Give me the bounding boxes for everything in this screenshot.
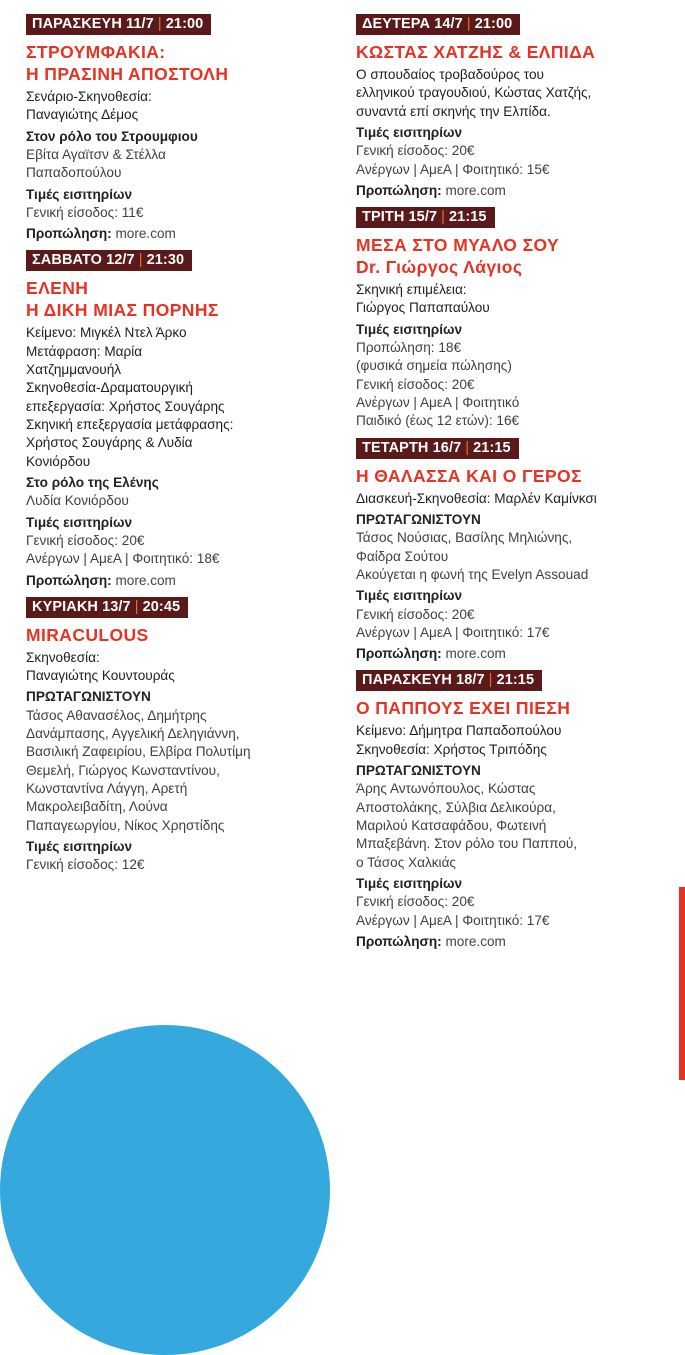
- event-title: MIRACULOUS: [26, 624, 149, 645]
- info-line: συναντά επί σκηνής την Ελπίδα.: [356, 103, 551, 119]
- info-line: Γενική είσοδος: 20€: [26, 533, 145, 549]
- info-label: Τιμές εισιτηρίων: [26, 186, 133, 202]
- event-time: 21:00: [165, 16, 204, 32]
- event-date: ΤΕΤΑΡΤΗ 16/7: [362, 439, 462, 456]
- event-date: ΠΑΡΑΣΚΕΥΗ 11/7: [32, 16, 154, 32]
- info-line: Σκηνική επιμέλεια:: [356, 281, 467, 297]
- info-block: [26, 88, 336, 125]
- info-block: [356, 66, 676, 121]
- presale-line: [356, 181, 676, 200]
- event-titles: [356, 41, 676, 63]
- event-title: ΚΩΣΤΑΣ ΧΑΤΖΗΣ & ΕΛΠΙΔΑ: [356, 42, 596, 62]
- separator-glyph: |: [138, 252, 143, 269]
- info-line: Ανέργων | ΑμεΑ | Φοιτητικό: 17€: [356, 625, 550, 641]
- event-time: 21:00: [474, 16, 513, 32]
- info-block: [356, 511, 676, 584]
- presale-value: more.com: [115, 572, 176, 588]
- info-line: Γενική είσοδος: 12€: [26, 857, 145, 873]
- decorative-circle: [0, 1025, 330, 1355]
- event-listing: [356, 14, 676, 200]
- info-label: Τιμές εισιτηρίων: [356, 124, 463, 140]
- info-line: Χατζημμανουήλ: [26, 362, 122, 378]
- info-block: [26, 186, 336, 223]
- separator-glyph: |: [488, 672, 493, 689]
- info-line: Ακούγεται η φωνή της Evelyn Assouad: [356, 566, 589, 582]
- event-date: ΣΑΒΒΑΤΟ 12/7: [32, 252, 135, 269]
- event-time: 21:15: [473, 439, 511, 456]
- date-time-bar: [356, 14, 520, 35]
- presale-label: Προπώληση:: [356, 182, 442, 198]
- info-block: [356, 762, 676, 872]
- event-titles: [356, 465, 676, 487]
- presale-label: Προπώληση:: [356, 934, 442, 950]
- info-line: Σκηνοθεσία:: [26, 649, 100, 665]
- info-label: Τιμές εισιτηρίων: [356, 875, 463, 891]
- info-block: [26, 324, 336, 470]
- event-date: ΤΡΙΤΗ 15/7: [362, 208, 438, 225]
- info-label: Στον ρόλο του Στρουμφιου: [26, 128, 198, 144]
- event-title: ΕΛΕΝΗ: [26, 278, 89, 299]
- event-date: ΠΑΡΑΣΚΕΥΗ 18/7: [362, 672, 485, 689]
- event-titles: [26, 41, 336, 85]
- presale-line: [26, 224, 336, 243]
- info-block: [26, 514, 336, 569]
- info-line: Χρήστος Σουγάρης & Λυδία: [26, 435, 193, 451]
- event-title: Η ΔΙΚΗ ΜΙΑΣ ΠΟΡΝΗΣ: [26, 300, 219, 321]
- event-time: 20:45: [142, 598, 181, 615]
- event-title: Ο ΠΑΠΠΟΥΣ ΕΧΕΙ ΠΙΕΣΗ: [356, 698, 571, 719]
- date-time-bar: [356, 670, 542, 691]
- info-line: Γενική είσοδος: 20€: [356, 606, 475, 622]
- event-listing: [356, 207, 676, 431]
- presale-value: more.com: [445, 934, 506, 950]
- date-time-bar: [26, 597, 188, 618]
- info-label: Τιμές εισιτηρίων: [356, 588, 463, 604]
- presale-value: more.com: [445, 646, 506, 662]
- info-line: Μπαξεβάνη. Στον ρόλο του Παππού,: [356, 836, 578, 852]
- date-time-bar: [26, 250, 192, 271]
- info-line: Άρης Αντωνόπουλος, Κώστας: [356, 781, 536, 797]
- info-line: Παιδικό (έως 12 ετών): 16€: [356, 413, 520, 429]
- info-line: Σκηνική επεξεργασία μετάφρασης:: [26, 416, 234, 432]
- info-block: [26, 838, 336, 875]
- info-line: Φαίδρα Σούτου: [356, 548, 449, 564]
- info-line: ελληνικού τραγουδιού, Κώστας Χατζής,: [356, 85, 592, 101]
- event-title: Dr. Γιώργος Λάγιος: [356, 256, 523, 277]
- left-column: [26, 14, 336, 882]
- separator-glyph: |: [157, 16, 162, 32]
- info-line: Λυδία Κονιόρδου: [26, 493, 129, 509]
- info-label: ΠΡΩΤΑΓΩΝΙΣΤΟΥΝ: [356, 511, 481, 527]
- info-line: Ανέργων | ΑμεΑ | Φοιτητικό: 15€: [356, 161, 550, 177]
- presale-line: [356, 644, 676, 663]
- info-line: Σκηνοθεσία-Δραματουργική: [26, 380, 193, 396]
- info-line: Ο σπουδαίος τροβαδούρος του: [356, 67, 544, 82]
- date-time-bar: [356, 438, 519, 459]
- info-line: Ανέργων | ΑμεΑ | Φοιτητικό: 17€: [356, 912, 550, 928]
- event-time: 21:30: [146, 252, 185, 269]
- event-title: Η ΘΑΛΑΣΣΑ ΚΑΙ Ο ΓΕΡΟΣ: [356, 465, 582, 486]
- info-line: Γιώργος Παπαπαύλου: [356, 300, 490, 316]
- info-line: Κείμενο: Δήμητρα Παπαδοπούλου: [356, 723, 562, 739]
- separator-glyph: |: [466, 16, 471, 32]
- info-block: [356, 124, 676, 179]
- info-label: Τιμές εισιτηρίων: [26, 838, 133, 854]
- event-title: ΣΤΡΟΥΜΦΑΚΙΑ:: [26, 42, 166, 62]
- info-block: [356, 321, 676, 431]
- right-column: [356, 14, 676, 958]
- info-block: [356, 490, 676, 508]
- info-block: [356, 281, 676, 318]
- info-label: Στο ρόλο της Ελένης: [26, 474, 159, 490]
- info-line: Μακρολειβαδίτη, Λούνα: [26, 799, 168, 815]
- presale-value: more.com: [115, 226, 176, 242]
- separator-glyph: |: [465, 439, 470, 456]
- info-line: Σενάριο-Σκηνοθεσία:: [26, 89, 152, 104]
- event-listing: [26, 14, 336, 243]
- info-label: Τιμές εισιτηρίων: [356, 321, 463, 337]
- info-line: Μετάφραση: Μαρία: [26, 343, 143, 359]
- event-time: 21:15: [496, 672, 535, 689]
- info-line: Ανέργων | ΑμεΑ | Φοιτητικό: 18€: [26, 551, 220, 567]
- info-line: Κείμενο: Μιγκέλ Ντελ Άρκο: [26, 325, 187, 341]
- date-time-bar: [26, 14, 211, 35]
- info-line: Γενική είσοδος: 11€: [26, 205, 144, 221]
- info-line: Παπαδοπούλου: [26, 165, 122, 181]
- info-line: Γενική είσοδος: 20€: [356, 376, 475, 392]
- info-line: Αποστολάκης, Σύλβια Δελικούρα,: [356, 799, 556, 815]
- info-line: επεξεργασία: Χρήστος Σουγάρης: [26, 398, 225, 414]
- info-line: ο Τάσος Χαλκιάς: [356, 854, 456, 870]
- presale-label: Προπώληση:: [356, 646, 442, 662]
- info-line: Παναγιώτης Δέμος: [26, 107, 139, 123]
- accent-bar: [679, 887, 685, 1080]
- info-line: Εβίτα Αγαϊτσν & Στέλλα: [26, 147, 166, 163]
- event-titles: [356, 234, 676, 278]
- info-line: Τάσος Αθανασέλος, Δημήτρης: [26, 707, 207, 723]
- presale-line: [356, 932, 676, 951]
- event-listing: [26, 597, 336, 875]
- presale-value: more.com: [445, 182, 506, 198]
- info-line: Ανέργων | ΑμεΑ | Φοιτητικό: [356, 394, 520, 410]
- info-line: Παναγιώτης Κουντουράς: [26, 668, 175, 684]
- event-title: Η ΠΡΑΣΙΝΗ ΑΠΟΣΤΟΛΗ: [26, 64, 229, 84]
- event-date: ΚΥΡΙΑΚΗ 13/7: [32, 598, 131, 615]
- info-block: [26, 128, 336, 183]
- event-titles: [26, 624, 336, 646]
- info-line: Μαριλού Κατσαφάδου, Φωτεινή: [356, 818, 547, 834]
- info-block: [26, 649, 336, 686]
- info-line: Δανάμπασης, Αγγελική Δεληγιάννη,: [26, 726, 240, 742]
- presale-label: Προπώληση:: [26, 572, 112, 588]
- info-line: Τάσος Νούσιας, Βασίλης Μηλιώνης,: [356, 530, 573, 546]
- event-title: ΜΕΣΑ ΣΤΟ ΜΥΑΛΟ ΣΟΥ: [356, 234, 560, 255]
- info-line: Κωνσταντίνα Λάγγη, Αρετή: [26, 781, 188, 797]
- info-block: [26, 688, 336, 835]
- info-line: Κονιόρδου: [26, 453, 91, 469]
- date-time-bar: [356, 207, 495, 228]
- info-block: [356, 875, 676, 930]
- separator-glyph: |: [441, 208, 446, 225]
- info-line: Θεμελή, Γιώργος Κωνσταντίνου,: [26, 762, 220, 778]
- event-listing: [26, 250, 336, 589]
- info-line: Διασκευή-Σκηνοθεσία: Μαρλέν Καμίνκσι: [356, 490, 597, 506]
- info-block: [26, 474, 336, 511]
- info-line: Γενική είσοδος: 20€: [356, 143, 475, 159]
- info-line: Γενική είσοδος: 20€: [356, 894, 475, 910]
- separator-glyph: |: [134, 598, 139, 615]
- event-listing: [356, 670, 676, 951]
- event-titles: [26, 277, 336, 321]
- info-line: Παπαγεωργίου, Νίκος Χρηστίδης: [26, 817, 225, 833]
- info-block: [356, 722, 676, 759]
- event-listing: [356, 438, 676, 664]
- event-titles: [356, 697, 676, 719]
- event-date: ΔΕΥΤΕΡΑ 14/7: [362, 16, 463, 32]
- info-line: Βασιλική Ζαφειρίου, Ελβίρα Πολυτίμη: [26, 744, 251, 760]
- info-label: ΠΡΩΤΑΓΩΝΙΣΤΟΥΝ: [26, 689, 151, 705]
- info-line: (φυσικά σημεία πώλησης): [356, 358, 512, 374]
- event-time: 21:15: [449, 208, 487, 225]
- info-block: [356, 587, 676, 642]
- presale-label: Προπώληση:: [26, 226, 112, 242]
- info-line: Προπώληση: 18€: [356, 340, 461, 356]
- info-label: ΠΡΩΤΑΓΩΝΙΣΤΟΥΝ: [356, 762, 481, 778]
- presale-line: [26, 571, 336, 590]
- info-line: Σκηνοθεσία: Χρήστος Τριπόδης: [356, 741, 547, 757]
- info-label: Τιμές εισιτηρίων: [26, 514, 133, 530]
